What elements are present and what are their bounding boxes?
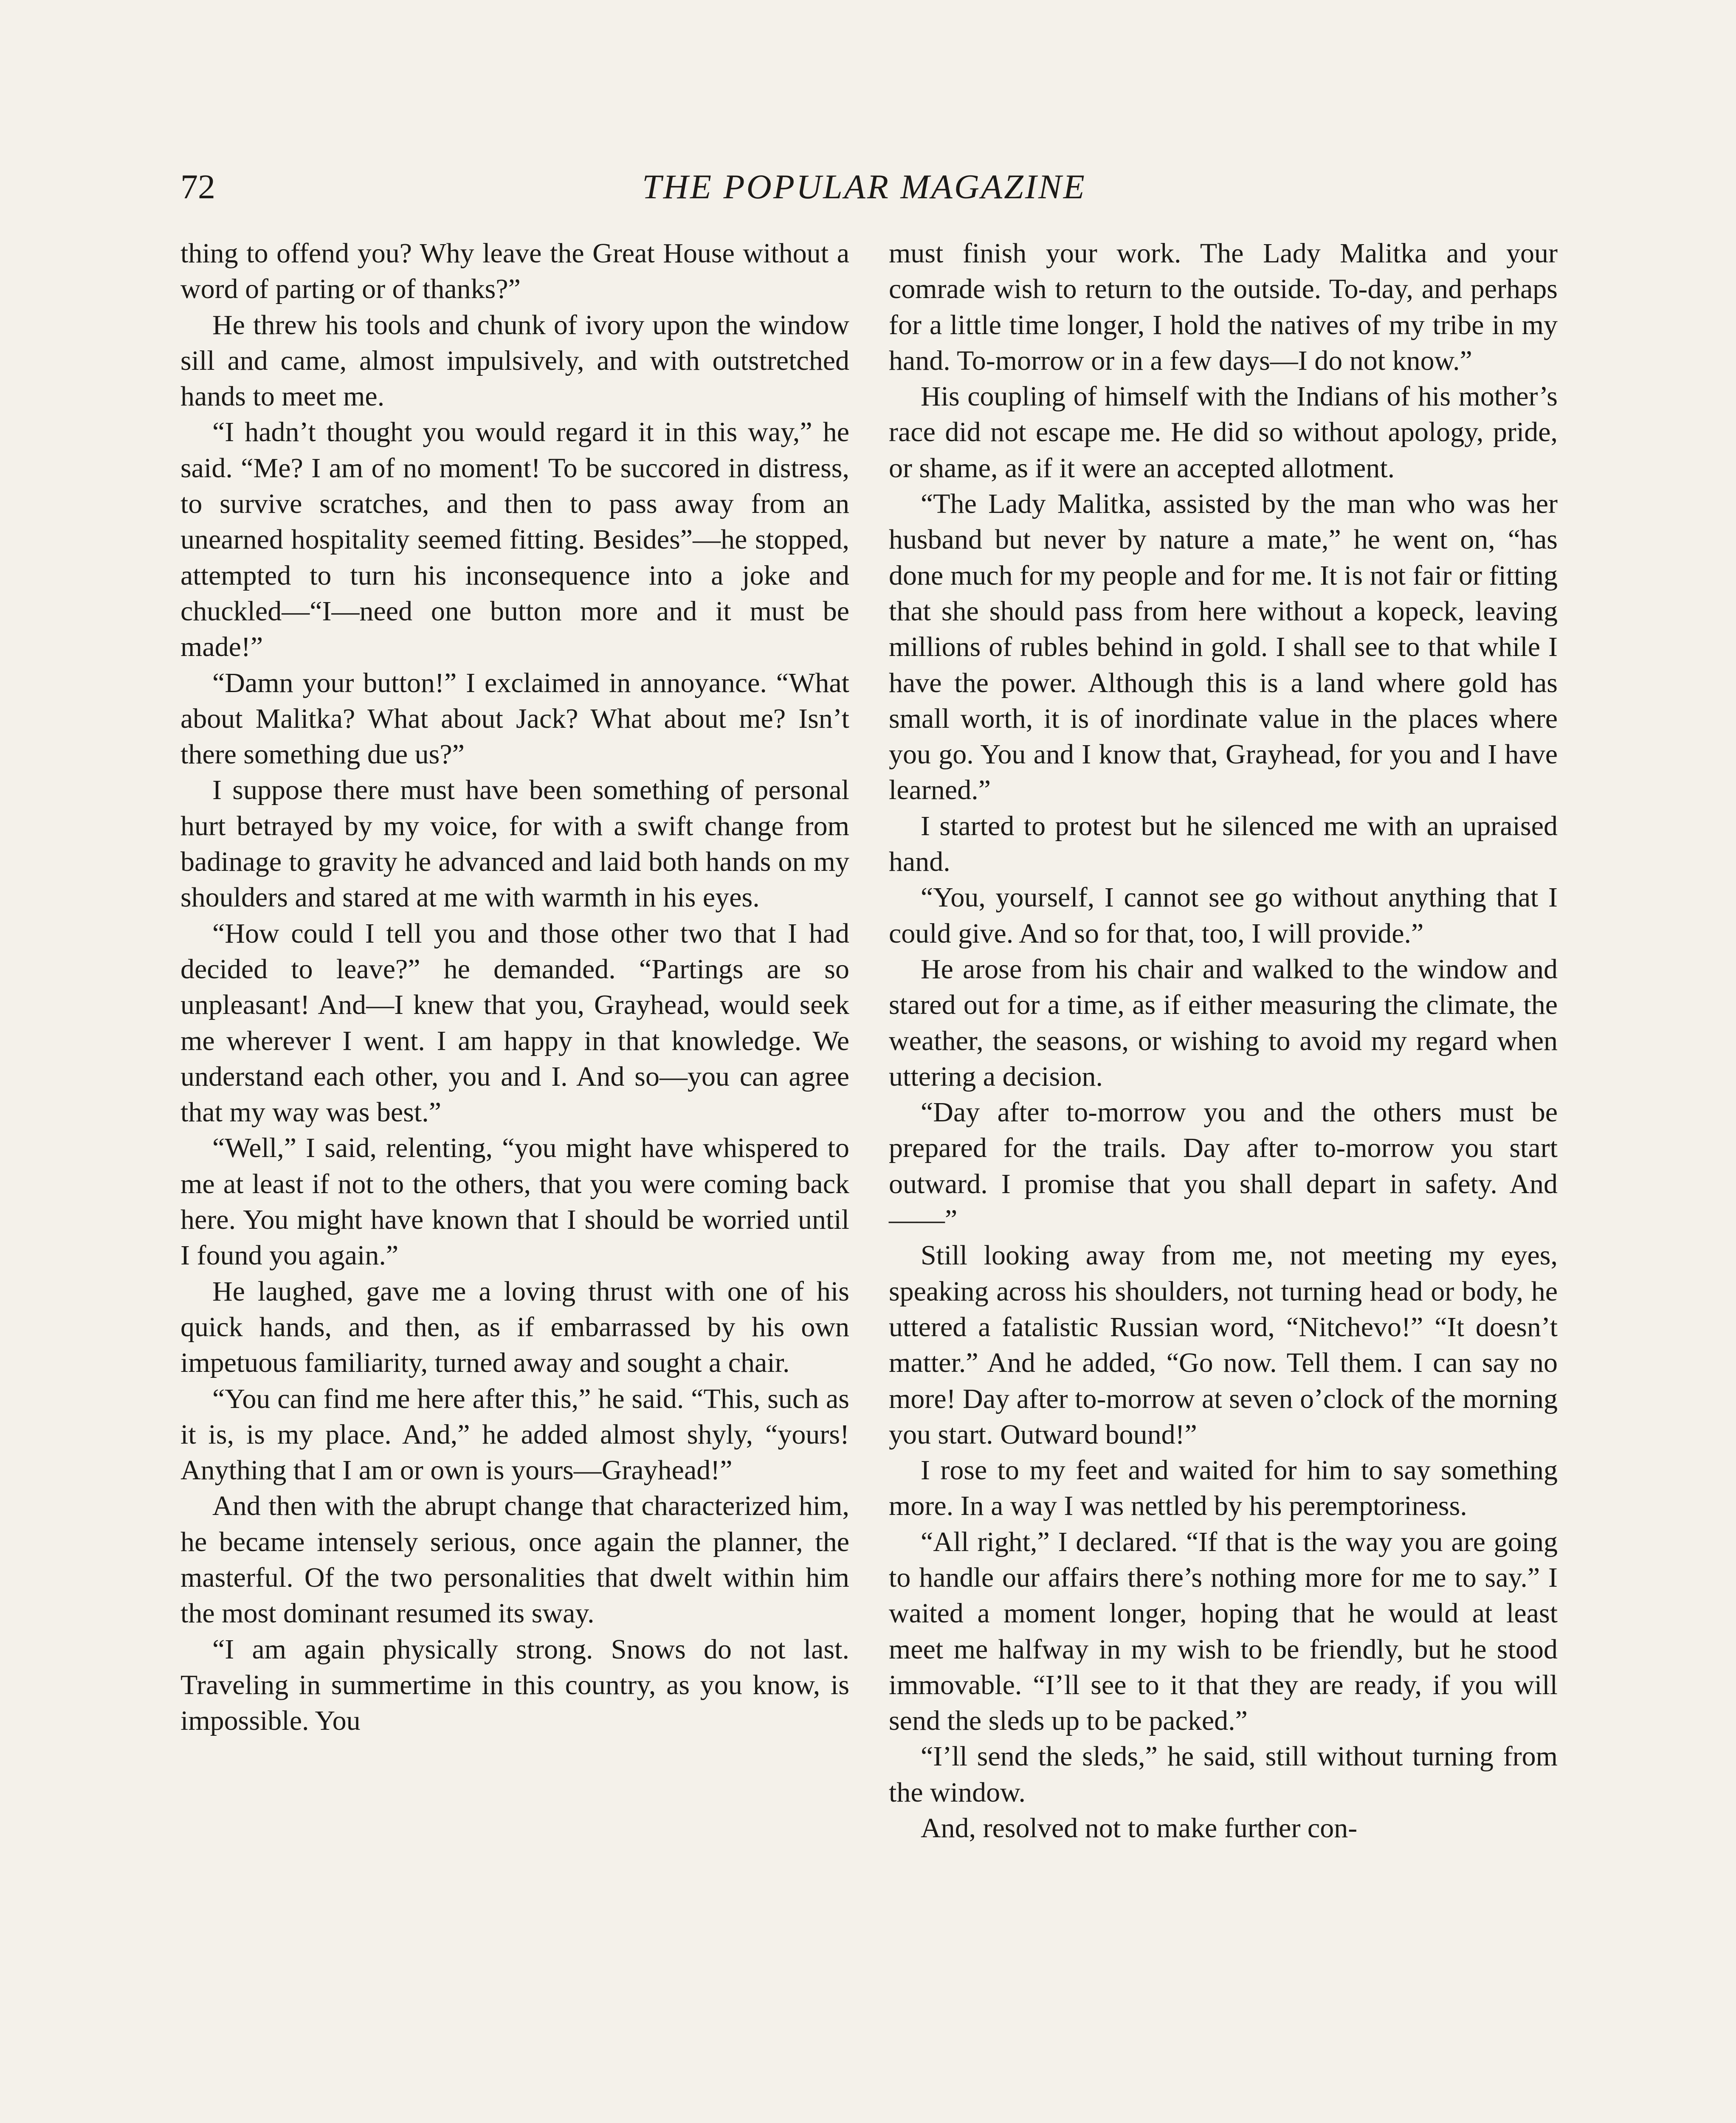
page-header xyxy=(180,161,1548,221)
paragraph: Still looking away from me, not meeting my eyes, speaking across his shoulders, not turning head or body, he uttered a fatalistic Russian word, “Nitchevo!” “It doesn’t matter.” And he added, “Go now. Tell them. I can say no more! Day after to-morrow at seven o’clock of the morning you start. Outward bound!” xyxy=(889,1240,1558,1450)
left-column xyxy=(180,236,849,1739)
paragraph: “Day after to-morrow you and the others must be prepared for the trails. Day after to-morrow you start outward. I promise that you shall depart in safety. And——” xyxy=(889,1097,1558,1236)
paragraph: “Well,” I said, relenting, “you might have whispered to me at least if not to the others, that you were coming back here. You might have known that I should be worried until I found you again.” xyxy=(180,1132,849,1271)
paragraph: I rose to my feet and waited for him to say something more. In a way I was nettled by his peremptoriness. xyxy=(889,1455,1558,1522)
paragraph: He arose from his chair and walked to the window and stared out for a time, as if either measuring the climate, the weather, the seasons, or wishing to avoid my regard when uttering a decision. xyxy=(889,953,1558,1092)
paragraph: And, resolved not to make further con- xyxy=(921,1813,1358,1844)
paragraph: His coupling of himself with the Indians of his mother’s race did not escape me. He did so without apology, pride, or shame, as if it were an accepted allotment. xyxy=(889,381,1558,484)
paragraph: “All right,” I declared. “If that is the way you are going to handle our affairs there’s nothing more for me to say.” I waited a moment longer, hoping that he would at least meet me halfway in my wish to be friendly, but he stood immovable. “I’ll see to it that they are ready, if you will send the sleds up to be packed.” xyxy=(889,1526,1558,1737)
paragraph: “I’ll send the sleds,” he said, still without turning from the window. xyxy=(889,1741,1558,1808)
paragraph: He threw his tools and chunk of ivory upon the window sill and came, almost impulsively, and with outstretched hands to meet me. xyxy=(180,309,849,412)
page-number: 72 xyxy=(180,167,215,206)
paragraph: And then with the abrupt change that characterized him, he became intensely serious, once again the planner, the masterful. Of the two personalities that dwelt within him the most dominant resumed its sway. xyxy=(180,1490,849,1629)
paragraph: He laughed, gave me a loving thrust with one of his quick hands, and then, as if embarrassed by his own impetuous familiarity, turned away and sought a chair. xyxy=(180,1275,849,1379)
paragraph: “I hadn’t thought you would regard it in this way,” he said. “Me? I am of no moment! To be succored in distress, to survive scratches, and then to pass away from an unearned hospitality seemed fitting. Besides”—he stopped, attempted to turn his inconsequence into a joke and chuckled—“I—need one button more and it must be made!” xyxy=(180,417,849,663)
paragraph: “The Lady Malitka, assisted by the man who was her husband but never by nature a mate,” he went on, “has done much for my people and for me. It is not fair or fitting that she should pass from here without a kopeck, leaving millions of rubles behind in gold. I shall see to that while I have the power. Although this is a land where gold has small worth, it is of inordinate value in the places where you go. You and I know that, Grayhead, for you and I have learned.” xyxy=(889,488,1558,806)
right-column xyxy=(889,236,1558,1846)
paragraph: must finish your work. The Lady Malitka and your comrade wish to return to the outside. To-day, and perhaps for a little time longer, I hold the natives of my tribe in my hand. To-morrow or in a few days—I do not know.” xyxy=(889,238,1558,376)
paragraph: thing to offend you? Why leave the Great House without a word of parting or of thanks?” xyxy=(180,238,849,305)
paragraph: “Damn your button!” I exclaimed in annoyance. “What about Malitka? What about Jack? What about me? Isn’t there something due us?” xyxy=(180,667,849,770)
running-head: THE POPULAR MAGAZINE xyxy=(642,167,1086,206)
paragraph: “How could I tell you and those other two that I had decided to leave?” he demanded. “Partings are so unpleasant! And—I knew that you, Grayhead, would seek me wherever I went. I am happy in that knowledge. We understand each other, you and I. And so—you can agree that my way was best.” xyxy=(180,918,849,1128)
paragraph: “You can find me here after this,” he said. “This, such as it is, is my place. And,” he added almost shyly, “yours! Anything that I am or own is yours—Grayhead!” xyxy=(180,1383,849,1486)
paragraph: I suppose there must have been something of personal hurt betrayed by my voice, for with a swift change from badinage to gravity he advanced and laid both hands on my shoulders and stared at me with warmth in his eyes. xyxy=(180,774,849,913)
paragraph: I started to protest but he silenced me with an upraised hand. xyxy=(889,810,1558,878)
paragraph: “You, yourself, I cannot see go without anything that I could give. And so for that, too, I will provide.” xyxy=(889,882,1558,949)
paragraph: “I am again physically strong. Snows do not last. Traveling in summertime in this country, as you know, is impossible. You xyxy=(180,1633,849,1737)
